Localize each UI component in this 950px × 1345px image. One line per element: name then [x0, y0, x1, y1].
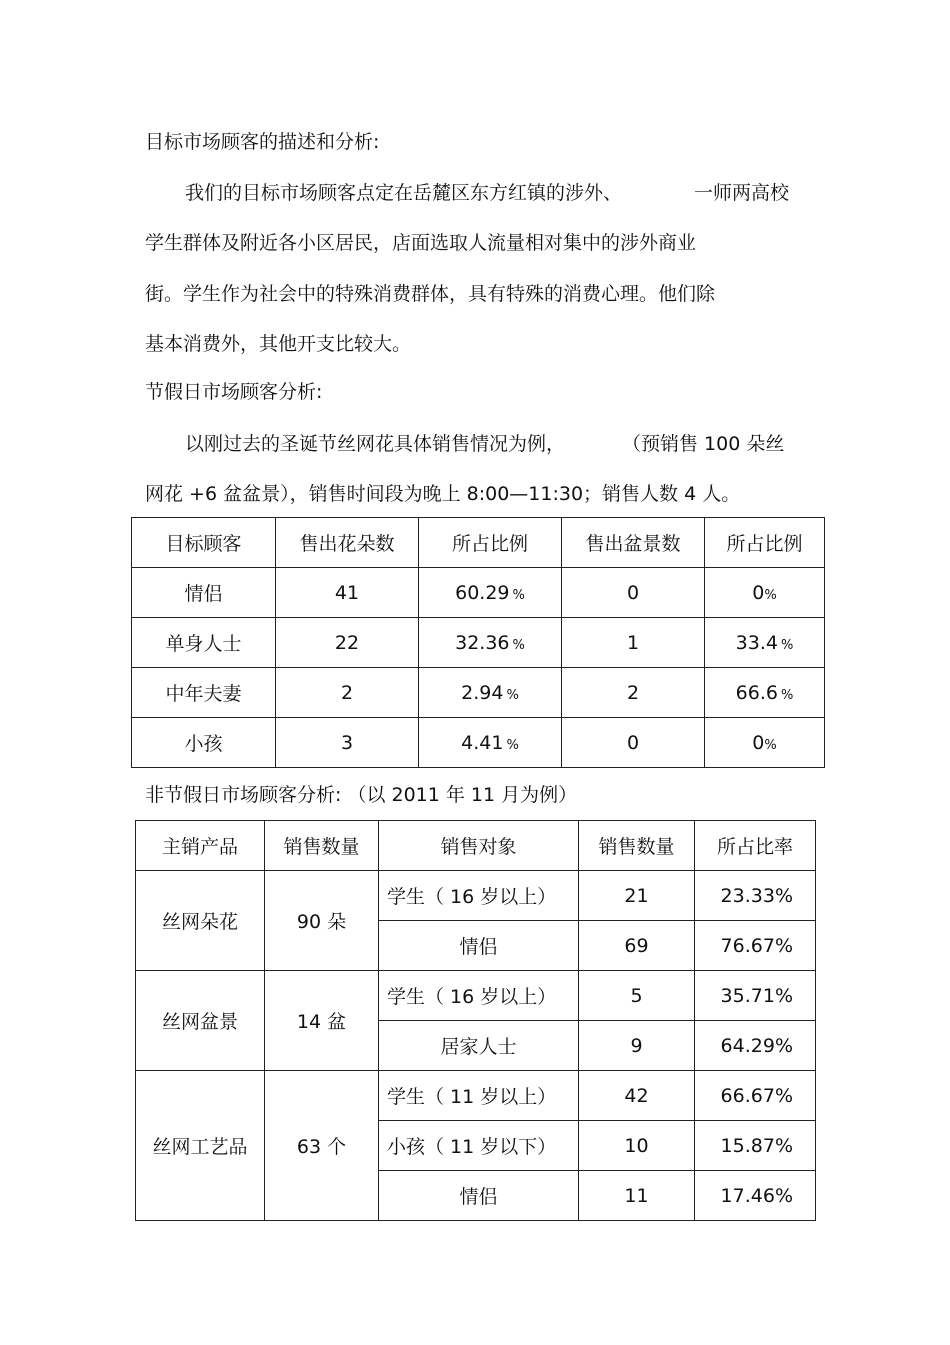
count-cell: 69: [579, 921, 695, 971]
pot-pct-cell: [705, 668, 825, 718]
header-cell: 售出花朵数: [276, 518, 419, 568]
pct-sign: %: [764, 587, 777, 603]
table-row: [136, 871, 816, 921]
flower-pct-cell: [419, 568, 562, 618]
product-cell: 丝网朵花: [136, 871, 265, 971]
rate-cell: 64.29%: [695, 1021, 816, 1071]
count-cell: 42: [579, 1071, 695, 1121]
para1-line1b: 一师两高校: [694, 182, 790, 204]
flower-pct-value: 2.94: [461, 681, 504, 704]
pots-cell: 0: [562, 718, 705, 768]
pot-pct-cell: [705, 718, 825, 768]
count-cell: 11: [579, 1171, 695, 1221]
pot-pct-value: 0: [752, 581, 765, 604]
rate-cell: 17.46%: [695, 1171, 816, 1221]
pots-cell: 0: [562, 568, 705, 618]
para1-line1: 我们的目标市场顾客点定在岳麓区东方红镇的涉外、: [185, 182, 623, 204]
flowers-cell: 2: [276, 668, 419, 718]
count-cell: 9: [579, 1021, 695, 1071]
rate-cell: 76.67%: [695, 921, 816, 971]
heading-target-market: 目标市场顾客的描述和分析:: [145, 131, 380, 153]
target-cell: 居家人士: [379, 1021, 579, 1071]
rate-cell: 23.33%: [695, 871, 816, 921]
heading-non-holiday: 非节假日市场顾客分析: （以 2011 年 11 月为例）: [145, 784, 578, 806]
rate-cell: 66.67%: [695, 1071, 816, 1121]
pot-pct-cell: [705, 618, 825, 668]
pct-sign: %: [506, 737, 519, 753]
target-cell: 学生（ 16 岁以上）: [379, 971, 579, 1021]
holiday-sales-table: [131, 517, 825, 768]
header-cell: 所占比例: [419, 518, 562, 568]
table-row: [132, 568, 825, 618]
flower-pct-cell: [419, 618, 562, 668]
pct-sign: %: [512, 637, 525, 653]
count-cell: 21: [579, 871, 695, 921]
pct-sign: %: [780, 687, 794, 703]
header-cell: 所占比例: [705, 518, 825, 568]
customer-cell: 情侣: [132, 568, 276, 618]
target-cell: 小孩（ 11 岁以下）: [379, 1121, 579, 1171]
count-cell: 5: [579, 971, 695, 1021]
flowers-cell: 41: [276, 568, 419, 618]
pot-pct-value: 0: [752, 731, 765, 754]
pct-sign: %: [780, 637, 794, 653]
para1-line2: 学生群体及附近各小区居民，店面选取人流量相对集中的涉外商业: [145, 232, 697, 254]
pot-pct-value: 66.6: [735, 681, 778, 704]
pot-pct-value: 33.4: [735, 631, 778, 654]
header-cell: 所占比率: [695, 821, 816, 871]
rate-cell: 15.87%: [695, 1121, 816, 1171]
header-cell: 销售数量: [579, 821, 695, 871]
quantity-cell: 90 朵: [265, 871, 379, 971]
heading-holiday: 节假日市场顾客分析:: [145, 381, 323, 403]
table-header-row: [132, 518, 825, 568]
header-cell: 售出盆景数: [562, 518, 705, 568]
product-cell: 丝网工艺品: [136, 1071, 265, 1221]
pct-sign: %: [506, 687, 519, 703]
quantity-cell: 63 个: [265, 1071, 379, 1221]
table-row: [132, 618, 825, 668]
para2-line1: 以刚过去的圣诞节丝网花具体销售情况为例，: [185, 433, 566, 455]
flower-pct-cell: [419, 668, 562, 718]
non-holiday-sales-table: [135, 820, 816, 1221]
header-cell: 目标顾客: [132, 518, 276, 568]
pct-sign: %: [512, 587, 525, 603]
header-cell: 销售数量: [265, 821, 379, 871]
quantity-cell: 14 盆: [265, 971, 379, 1071]
flower-pct-value: 60.29: [455, 581, 510, 604]
flowers-cell: 22: [276, 618, 419, 668]
flowers-cell: 3: [276, 718, 419, 768]
rate-cell: 35.71%: [695, 971, 816, 1021]
pots-cell: 1: [562, 618, 705, 668]
para2-line1b: （预销售 100 朵丝: [622, 433, 785, 455]
pots-cell: 2: [562, 668, 705, 718]
pct-sign: %: [764, 737, 777, 753]
customer-cell: 小孩: [132, 718, 276, 768]
customer-cell: 中年夫妻: [132, 668, 276, 718]
target-cell: 情侣: [379, 921, 579, 971]
flower-pct-value: 32.36: [455, 631, 510, 654]
customer-cell: 单身人士: [132, 618, 276, 668]
header-cell: 销售对象: [379, 821, 579, 871]
pot-pct-cell: [705, 568, 825, 618]
target-cell: 学生（ 11 岁以上）: [379, 1071, 579, 1121]
table-row: [132, 718, 825, 768]
para1-line3: 街。学生作为社会中的特殊消费群体，具有特殊的消费心理。他们除: [145, 283, 716, 305]
flower-pct-value: 4.41: [461, 731, 504, 754]
header-cell: 主销产品: [136, 821, 265, 871]
table-row: [132, 668, 825, 718]
product-cell: 丝网盆景: [136, 971, 265, 1071]
target-cell: 情侣: [379, 1171, 579, 1221]
table-header-row: [136, 821, 816, 871]
target-cell: 学生（ 16 岁以上）: [379, 871, 579, 921]
table-row: [136, 1071, 816, 1121]
count-cell: 10: [579, 1121, 695, 1171]
para1-line4: 基本消费外，其他开支比较大。: [145, 333, 412, 355]
table-row: [136, 971, 816, 1021]
flower-pct-cell: [419, 718, 562, 768]
para2-line2: 网花 +6 盆盆景），销售时间段为晚上 8:00—11:30；销售人数 4 人。: [145, 483, 741, 505]
